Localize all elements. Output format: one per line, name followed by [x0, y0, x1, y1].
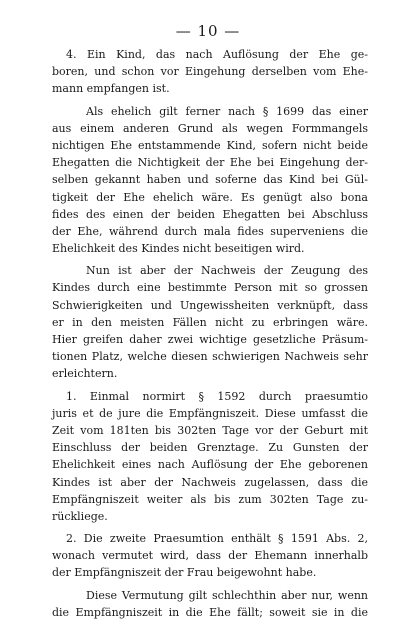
text-line: er in den meisten Fällen nicht zu erbringen wäre. [52, 315, 368, 329]
text-line: erleichtern. [52, 367, 118, 381]
text-line: Diese Vermutung gilt schlechthin aber nur, wenn [86, 588, 368, 602]
body-text [52, 46, 368, 621]
text-line: Nun ist aber der Nachweis der Zeugung des [86, 264, 368, 278]
paragraph [52, 262, 368, 382]
paragraph [52, 388, 368, 526]
text-line: Zeit vom 181ten bis 302ten Tage vor der Geburt mit [52, 423, 368, 437]
text-line: Schwierigkeiten und Ungewissheiten verknüpft, dass [52, 298, 368, 312]
text-line: Hier greifen daher zwei wichtige gesetzliche Präsum- [52, 333, 368, 346]
text-line: Kindes ist aber der Nachweis zugelassen, dass die [52, 475, 368, 489]
text-line: selben gekannt haben und soferne das Kind bei Gül- [52, 173, 368, 187]
text-line: rückliege. [52, 509, 108, 523]
text-line: aus einem anderen Grund als wegen Formmangels [52, 121, 368, 135]
text-line: Kindes durch eine bestimmte Person mit so grossen [52, 281, 368, 295]
text-line: tionen Platz, welche diesen schwierigen Nachweis sehr [52, 350, 368, 364]
text-line: die Empfängniszeit in die Ehe fällt; soweit sie in die [52, 605, 368, 619]
paragraph [52, 587, 368, 621]
text-line: Einschluss der beiden Grenztage. Zu Gunsten der [52, 441, 368, 455]
text-line: tigkeit der Ehe ehelich wäre. Es genügt also bona [52, 190, 368, 204]
paragraph [52, 103, 368, 258]
text-line: nichtigen Ehe entstammende Kind, sofern nicht beide [52, 138, 368, 152]
text-line: mann empfangen ist. [52, 82, 170, 96]
text-line: fides des einen der beiden Ehegatten bei Abschluss [52, 207, 368, 221]
text-line: 2. Die zweite Praesumtion enthält § 1591 Abs. 2, [66, 532, 368, 546]
paragraph [52, 46, 368, 98]
page-number: — 10 — [175, 22, 241, 40]
paragraph [52, 530, 368, 582]
text-line: Als ehelich gilt ferner nach § 1699 das einer [86, 104, 368, 118]
text-line: Ehelichkeit des Kindes nicht beseitigen wird. [52, 242, 305, 256]
text-line: Empfängniszeit weiter als bis zum 302ten Tage zu- [52, 492, 368, 506]
text-line: der Empfängniszeit der Frau beigewohnt habe. [52, 566, 317, 580]
text-line: wonach vermutet wird, dass der Ehemann innerhalb [52, 549, 368, 563]
text-line: boren, und schon vor Eingehung derselben vom Ehe- [52, 65, 368, 79]
text-line: 1. Einmal normirt § 1592 durch praesumtio [66, 389, 368, 403]
text-line: 4. Ein Kind, das nach Auflösung der Ehe ge- [66, 48, 368, 61]
text-line: der Ehe, während durch mala fides superveniens die [52, 224, 368, 238]
text-line: Ehegatten die Nichtigkeit der Ehe bei Eingehung der- [52, 156, 368, 170]
text-line: juris et de jure die Empfängniszeit. Diese umfasst die [52, 406, 368, 420]
text-line: Ehelichkeit eines nach Auflösung der Ehe geborenen [52, 458, 368, 472]
